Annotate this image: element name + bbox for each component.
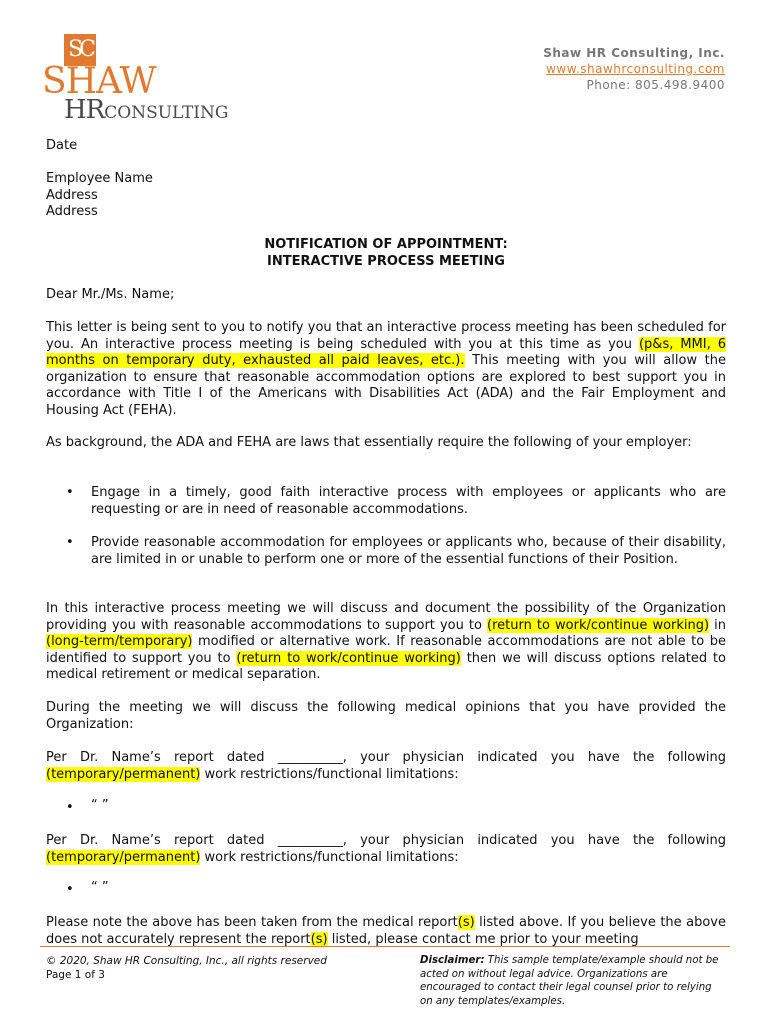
recipient-block xyxy=(46,171,726,221)
bullet-item-1: Engage in a timely, good faith interactive process with employees or applicants who are requesting or are in need of reasonable accommodations. xyxy=(91,485,726,517)
disclaimer-label: Disclaimer: xyxy=(420,955,485,966)
per-dr-report-1 xyxy=(46,750,726,783)
quote-bullet-2: “ ” xyxy=(91,880,109,895)
paragraph-meeting xyxy=(46,601,726,684)
logo-consulting-text: CONSULTING xyxy=(104,103,229,123)
phone-number: Phone: 805.498.9400 xyxy=(586,78,725,92)
page-number: Page 1 of 3 xyxy=(46,969,105,981)
per-dr-1-text-b: work restrictions/functional limitations: xyxy=(200,766,459,782)
company-logo xyxy=(40,34,229,125)
p3-text-c: modified or alternative work. If reasonable accommodations are not able to be identified to support you to xyxy=(46,634,726,666)
logo-shaw-text: SHAW xyxy=(42,61,156,102)
recipient-address-2: Address xyxy=(46,204,98,219)
p1-highlight: (p&s, MMI, 6 months on temporary duty, exhausted all paid leaves, etc.). xyxy=(46,336,726,368)
bullet-dot: • xyxy=(66,800,74,815)
quote-bullet-1: “ ” xyxy=(91,798,109,813)
footer-divider xyxy=(40,946,730,947)
per-dr-2-text-a: Per Dr. Name’s report dated __________, your physician indicated you have the following xyxy=(46,833,726,848)
p5-highlight-2: (s) xyxy=(310,931,328,947)
p3-highlight-3: (return to work/continue working) xyxy=(236,650,461,666)
recipient-address-1: Address xyxy=(46,187,98,203)
per-dr-2-highlight: (temporary/permanent) xyxy=(46,849,201,865)
per-dr-1-text-a: Per Dr. Name’s report dated __________, your physician indicated you have the following xyxy=(46,750,726,765)
logo-hr-consulting xyxy=(64,96,228,127)
paragraph-background: As background, the ADA and FEHA are laws that essentially require the following of your employer: xyxy=(46,435,692,450)
p1-text-a: This letter is being sent to you to notify you that an interactive process meeting has been scheduled for you. An interactive process meeting is being scheduled with you at this time as you xyxy=(46,320,726,352)
p5-text-a: Please note the above has been taken from the medical report xyxy=(46,915,458,930)
paragraph-medical-opinions: During the meeting we will discuss the following medical opinions that you have provided the Organization: xyxy=(46,700,726,732)
p5-text-c: listed, please contact me prior to your meeting xyxy=(327,931,639,947)
p3-highlight-2: (long-term/temporary) xyxy=(46,634,193,649)
contact-block xyxy=(543,45,725,93)
company-name: Shaw HR Consulting, Inc. xyxy=(543,46,725,60)
per-dr-2-text-b: work restrictions/functional limitations: xyxy=(200,849,459,865)
p3-text-a: In this interactive process meeting we will discuss and document the possibility of the Organization providing you with reasonable accommodations to support you to xyxy=(46,601,726,633)
p3-text-d: then we will discuss options related to medical retirement or medical separation. xyxy=(46,650,726,682)
website-link[interactable]: www.shawhrconsulting.com xyxy=(546,62,725,76)
bullet-item-2: Provide reasonable accommodation for employees or applicants who, because of their disability, are limited in or unable to perform one or more of the essential functions of their Position. xyxy=(91,535,726,567)
bullet-dot: • xyxy=(66,535,74,550)
per-dr-1-highlight: (temporary/permanent) xyxy=(46,766,201,782)
p5-highlight-1: (s) xyxy=(457,915,475,930)
paragraph-intro xyxy=(46,320,726,419)
p3-text-b: in xyxy=(709,617,726,633)
bullet-dot: • xyxy=(66,882,74,897)
p5-text-b: listed above. If you believe the above does not accurately represent the report xyxy=(46,915,726,947)
copyright-notice: © 2020, Shaw HR Consulting, Inc., all rights reserved xyxy=(46,955,327,967)
letter-date: Date xyxy=(46,138,78,153)
p3-highlight-1: (return to work/continue working) xyxy=(487,617,710,633)
p1-text-b: This meeting with you will allow the organization to ensure that reasonable accommodation options are explored to best support you in accordance with Title I of the Americans with Disabilities Act (ADA) and the Fair Employment and Housing Act (FEHA). xyxy=(46,353,726,418)
paragraph-note xyxy=(46,915,726,948)
title-line-2: INTERACTIVE PROCESS MEETING xyxy=(267,253,505,269)
letter-title xyxy=(46,237,726,270)
disclaimer-text: This sample template/example should not be acted on without legal advice. Organizations are encouraged to contact their legal counsel prior to relying on any templates/examples. xyxy=(420,955,719,1007)
logo-hr-text: HR xyxy=(64,95,105,125)
logo-mark: SC xyxy=(64,34,96,66)
bullet-dot: • xyxy=(66,485,74,500)
title-line-1: NOTIFICATION OF APPOINTMENT: xyxy=(264,237,508,252)
footer-disclaimer xyxy=(420,954,725,1008)
per-dr-report-2 xyxy=(46,833,726,866)
footer-left xyxy=(46,954,351,982)
recipient-name: Employee Name xyxy=(46,171,153,186)
salutation: Dear Mr./Ms. Name; xyxy=(46,287,175,302)
